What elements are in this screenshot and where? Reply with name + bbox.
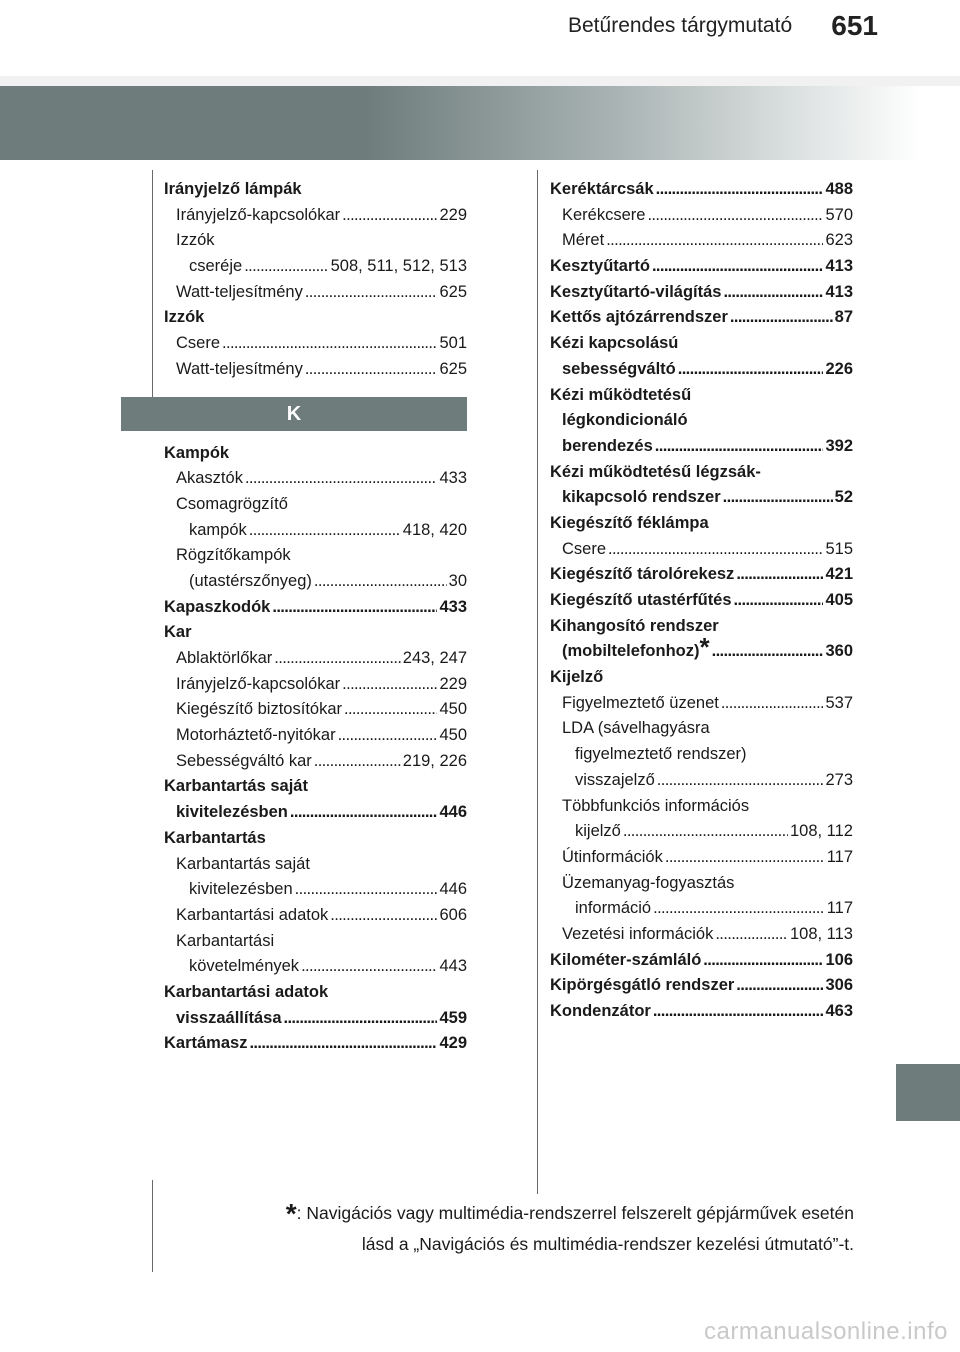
index-entry-label: Karbantartás saját (176, 854, 310, 873)
dot-leader (730, 305, 833, 331)
index-entry-label: Kesztyűtartó (550, 257, 650, 276)
index-entry-label: berendezés (562, 436, 653, 455)
footnote-line-1: : Navigációs vagy multimédia-rendszerrel felszerelt gépjárművek esetén (296, 1203, 854, 1223)
dot-leader (272, 595, 437, 621)
dot-leader (244, 254, 328, 280)
index-entry-pages: 273 (825, 770, 853, 789)
index-entry-label: Sebességváltó kar (176, 751, 312, 770)
index-entry (164, 331, 467, 357)
index-entry-label: Kartámasz (164, 1034, 248, 1053)
index-entry (550, 383, 853, 409)
index-entry-label: Többfunkciós információs (562, 796, 750, 815)
index-entry (164, 492, 467, 518)
index-entry (164, 203, 467, 229)
index-entry-label: Csere (562, 539, 607, 558)
index-entry-label: Figyelmeztető üzenet (562, 693, 719, 712)
index-entry (164, 466, 467, 492)
index-entry-pages: 52 (834, 488, 853, 507)
index-entry (550, 691, 853, 717)
index-entry-label: Motorháztető-nyitókar (176, 726, 336, 745)
dot-leader (653, 896, 825, 922)
index-entry (550, 305, 853, 331)
index-entry-pages: 117 (826, 847, 853, 866)
dot-leader (678, 357, 824, 383)
index-entry (550, 280, 853, 306)
dot-leader (723, 280, 823, 306)
chapter-tab-marker (896, 1064, 960, 1121)
index-entry-pages: 219, 226 (402, 751, 467, 770)
index-entry (550, 331, 853, 357)
dot-leader (344, 697, 437, 723)
dot-leader (249, 1031, 437, 1057)
index-column-right (550, 177, 853, 1025)
index-entry-pages: 226 (825, 359, 853, 378)
index-entry (550, 922, 853, 948)
watermark: carmanualsonline.info (704, 1318, 948, 1345)
index-entry-label: Kesztyűtartó-világítás (550, 282, 722, 301)
index-entry-pages: 446 (439, 803, 467, 822)
index-entry-label: Izzók (176, 231, 215, 250)
index-entry-pages: 625 (439, 282, 467, 301)
index-entry-label: Kapaszkodók (164, 597, 271, 616)
index-entry (164, 646, 467, 672)
index-entry (550, 819, 853, 845)
index-entry-label: Karbantartás (164, 828, 266, 847)
dot-leader (656, 177, 824, 203)
index-entry-label: Irányjelző-kapcsolókar (176, 205, 341, 224)
index-entry (550, 177, 853, 203)
index-entry-pages: 623 (825, 231, 853, 250)
dot-leader (657, 768, 824, 794)
index-entry-label: Watt-teljesítmény (176, 359, 303, 378)
index-entry (550, 485, 853, 511)
index-entry-label: Kézi működtetésű (550, 385, 692, 404)
dot-leader (736, 562, 823, 588)
index-entry-label: Kondenzátor (550, 1002, 651, 1020)
index-entry-label: Kipörgésgátló rendszer (550, 976, 735, 995)
index-entry-label: Kilométer-számláló (550, 950, 702, 969)
index-entry (550, 973, 853, 999)
index-entry-pages: 360 (825, 642, 853, 661)
index-entry (550, 434, 853, 460)
header-rule (0, 76, 960, 86)
index-entry (550, 845, 853, 871)
index-entry-pages: 229 (439, 205, 467, 224)
dot-leader (703, 948, 823, 974)
index-entry (164, 254, 467, 280)
index-entry (164, 697, 467, 723)
index-entry (164, 441, 467, 467)
index-entry-label: Kézi működtetésű légzsák- (550, 462, 761, 481)
index-entry (550, 588, 853, 614)
index-entry (550, 716, 853, 742)
index-entry-label: LDA (sávelhagyásra (562, 719, 710, 738)
index-entry-pages: 463 (825, 1002, 853, 1020)
index-entry-label: Kampók (164, 443, 230, 462)
index-entry-pages: 625 (439, 359, 467, 378)
index-entry-label: Karbantartás saját (164, 777, 308, 796)
index-entry-label: Akasztók (176, 469, 243, 488)
index-entry-pages: 30 (448, 571, 467, 590)
index-entry-label: Üzemanyag-fogyasztás (562, 873, 735, 892)
index-entry-label: kivitelezésben (189, 880, 293, 899)
index-entry-label: Rögzítőkampók (176, 546, 291, 565)
index-list-k (164, 441, 467, 1058)
index-entry-pages: 606 (439, 905, 467, 924)
section-header-k: K (121, 397, 467, 431)
index-entry-label: Méret (562, 231, 605, 250)
index-entry-label: Kijelző (550, 668, 604, 687)
index-entry (550, 460, 853, 486)
index-entry-label: Kiegészítő biztosítókar (176, 700, 342, 719)
index-entry (164, 749, 467, 775)
index-entry-pages: 87 (834, 308, 853, 327)
index-list-i (164, 177, 467, 383)
index-entry (550, 203, 853, 229)
index-entry-label: Irányjelző-kapcsolókar (176, 674, 341, 693)
index-entry-pages: 106 (825, 950, 853, 969)
index-entry (550, 511, 853, 537)
index-entry (164, 357, 467, 383)
index-entry-label: figyelmeztető rendszer) (575, 745, 747, 764)
index-entry-pages: 413 (825, 257, 853, 276)
dot-leader (284, 1006, 438, 1032)
index-entry-pages: 508, 511, 512, 513 (330, 257, 467, 276)
index-entry-label: Kiegészítő tárolórekesz (550, 565, 735, 584)
index-entry-label: Útinformációk (562, 847, 663, 866)
dot-leader (295, 877, 438, 903)
index-entry-label: Csomagrögzítő (176, 494, 288, 513)
index-entry-label: Karbantartási adatok (164, 982, 329, 1001)
index-entry (164, 177, 467, 203)
index-entry (550, 768, 853, 794)
index-entry-label: légkondicionáló (562, 411, 688, 430)
index-entry-pages: 418, 420 (402, 520, 467, 539)
index-list-k-continued (550, 177, 853, 1025)
left-margin-rule-bottom (152, 1180, 153, 1272)
dot-leader (338, 723, 438, 749)
index-entry (164, 305, 467, 331)
index-entry (164, 877, 467, 903)
dot-leader (301, 954, 437, 980)
page-title: Betűrendes tárgymutató (568, 14, 793, 37)
index-entry (164, 903, 467, 929)
index-entry-label: kijelző (575, 822, 621, 841)
dot-leader (342, 672, 437, 698)
dot-leader (715, 922, 788, 948)
index-column-left (164, 177, 467, 1057)
index-entry-label: sebességváltó (562, 359, 676, 378)
dot-leader (245, 466, 438, 492)
index-entry (550, 896, 853, 922)
index-entry (550, 665, 853, 691)
index-entry-label: Kar (164, 623, 192, 642)
index-entry-label: Ablaktörlőkar (176, 649, 273, 667)
index-entry (164, 543, 467, 569)
index-entry-pages: 306 (825, 976, 853, 995)
index-entry (550, 228, 853, 254)
dot-leader (647, 203, 823, 229)
footnote (200, 1198, 854, 1259)
dot-leader (606, 228, 823, 254)
index-entry-label: követelmények (189, 957, 300, 976)
index-entry-label: (mobiltelefonhoz) (562, 642, 700, 661)
dot-leader (665, 845, 825, 871)
index-entry (550, 948, 853, 974)
index-entry-label: cseréje (189, 257, 243, 276)
index-entry-pages: 405 (825, 591, 853, 609)
dot-leader (608, 537, 823, 563)
index-entry (164, 800, 467, 826)
index-entry-label: Karbantartási (176, 931, 275, 950)
header-banner (0, 86, 960, 160)
index-entry-pages: 413 (825, 282, 853, 301)
index-entry-label: Kihangosító rendszer (550, 616, 719, 635)
index-entry-pages: 450 (439, 700, 467, 719)
dot-leader (721, 691, 824, 717)
index-entry (164, 1006, 467, 1032)
index-entry (164, 723, 467, 749)
index-entry (550, 871, 853, 897)
index-entry (164, 518, 467, 544)
dot-leader (305, 357, 438, 383)
index-entry (164, 672, 467, 698)
footnote-line-2: lásd a „Navigációs és multimédia-rendszer kezelési útmutató”-t. (361, 1234, 854, 1254)
index-entry-label: Kiegészítő utastérfűtés (550, 591, 732, 609)
index-entry (550, 562, 853, 588)
index-entry-pages: 446 (439, 880, 467, 899)
index-entry-pages: 570 (825, 205, 853, 224)
dot-leader (712, 639, 824, 665)
left-margin-rule (152, 170, 153, 410)
index-entry-pages: 459 (439, 1008, 467, 1027)
index-entry-label: Karbantartási adatok (176, 905, 329, 924)
index-entry (550, 742, 853, 768)
index-entry-label: Kerékcsere (562, 205, 646, 224)
page-number: 651 (831, 10, 878, 41)
index-entry-pages: 392 (825, 436, 853, 455)
index-entry (550, 408, 853, 434)
dot-leader (723, 485, 833, 511)
index-entry (550, 999, 853, 1025)
dot-leader (652, 254, 824, 280)
index-entry: (mobiltelefonhoz) * . . . 360 (550, 639, 853, 665)
dot-leader (222, 331, 437, 357)
dot-leader (330, 903, 437, 929)
index-entry (164, 569, 467, 595)
index-entry-label: visszajelző (575, 770, 655, 789)
index-entry-pages: 433 (439, 597, 467, 616)
index-entry-pages: 229 (439, 674, 467, 693)
index-entry-label: Keréktárcsák (550, 180, 654, 198)
index-entry-label: visszaállítása (176, 1008, 282, 1027)
index-entry (550, 794, 853, 820)
index-entry-pages: 117 (826, 899, 853, 918)
index-entry-pages: 421 (825, 565, 853, 584)
index-entry-label: kikapcsoló rendszer (562, 488, 721, 507)
dot-leader (734, 588, 824, 614)
index-entry (164, 1031, 467, 1057)
index-entry-label: Kettős ajtózárrendszer (550, 308, 728, 327)
dot-leader (655, 434, 824, 460)
index-entry-label: Watt-teljesítmény (176, 282, 303, 301)
index-entry-label: Izzók (164, 308, 205, 327)
index-entry-pages: 433 (439, 469, 467, 488)
index-entry (164, 774, 467, 800)
dot-leader (290, 800, 438, 826)
index-entry-pages: 450 (439, 726, 467, 745)
index-entry (550, 537, 853, 563)
index-entry (550, 357, 853, 383)
index-entry-label: kampók (189, 520, 247, 539)
index-entry-pages: 429 (439, 1034, 467, 1053)
dot-leader (653, 999, 824, 1025)
dot-leader (623, 819, 788, 845)
index-entry (164, 620, 467, 646)
index-entry (164, 826, 467, 852)
index-entry-label: Kiegészítő féklámpa (550, 513, 709, 532)
index-entry (164, 852, 467, 878)
footnote-star: * (285, 1198, 297, 1229)
index-entry-pages: 108, 112 (789, 822, 853, 841)
dot-leader (314, 569, 447, 595)
index-entry (164, 595, 467, 621)
dot-leader (342, 203, 437, 229)
index-entry-label: Kézi kapcsolású (550, 334, 679, 353)
index-entry-label: információ (575, 899, 652, 918)
index-entry-label: (utastérszőnyeg) (189, 571, 312, 590)
index-entry (164, 280, 467, 306)
index-entry-label: Vezetési információk (562, 924, 714, 943)
index-entry (164, 980, 467, 1006)
index-entry-pages: 501 (439, 334, 467, 353)
index-entry-label: Irányjelző lámpák (164, 180, 302, 198)
dot-leader (249, 518, 401, 544)
index-entry-pages: 443 (439, 957, 467, 976)
dot-leader (314, 749, 401, 775)
index-entry-pages: 488 (825, 180, 853, 198)
index-entry (164, 929, 467, 955)
dot-leader (305, 280, 438, 306)
index-entry-label: kivitelezésben (176, 803, 288, 822)
index-entry-pages: 515 (825, 539, 853, 558)
index-entry-pages: 537 (825, 693, 853, 712)
index-entry-pages: 108, 113 (789, 924, 853, 943)
index-entry (164, 228, 467, 254)
index-entry (164, 954, 467, 980)
index-entry-label: Csere (176, 334, 221, 353)
dot-leader (274, 646, 400, 672)
column-divider (537, 170, 538, 1194)
dot-leader (736, 973, 823, 999)
index-entry (550, 254, 853, 280)
index-entry-pages: 243, 247 (402, 649, 467, 667)
